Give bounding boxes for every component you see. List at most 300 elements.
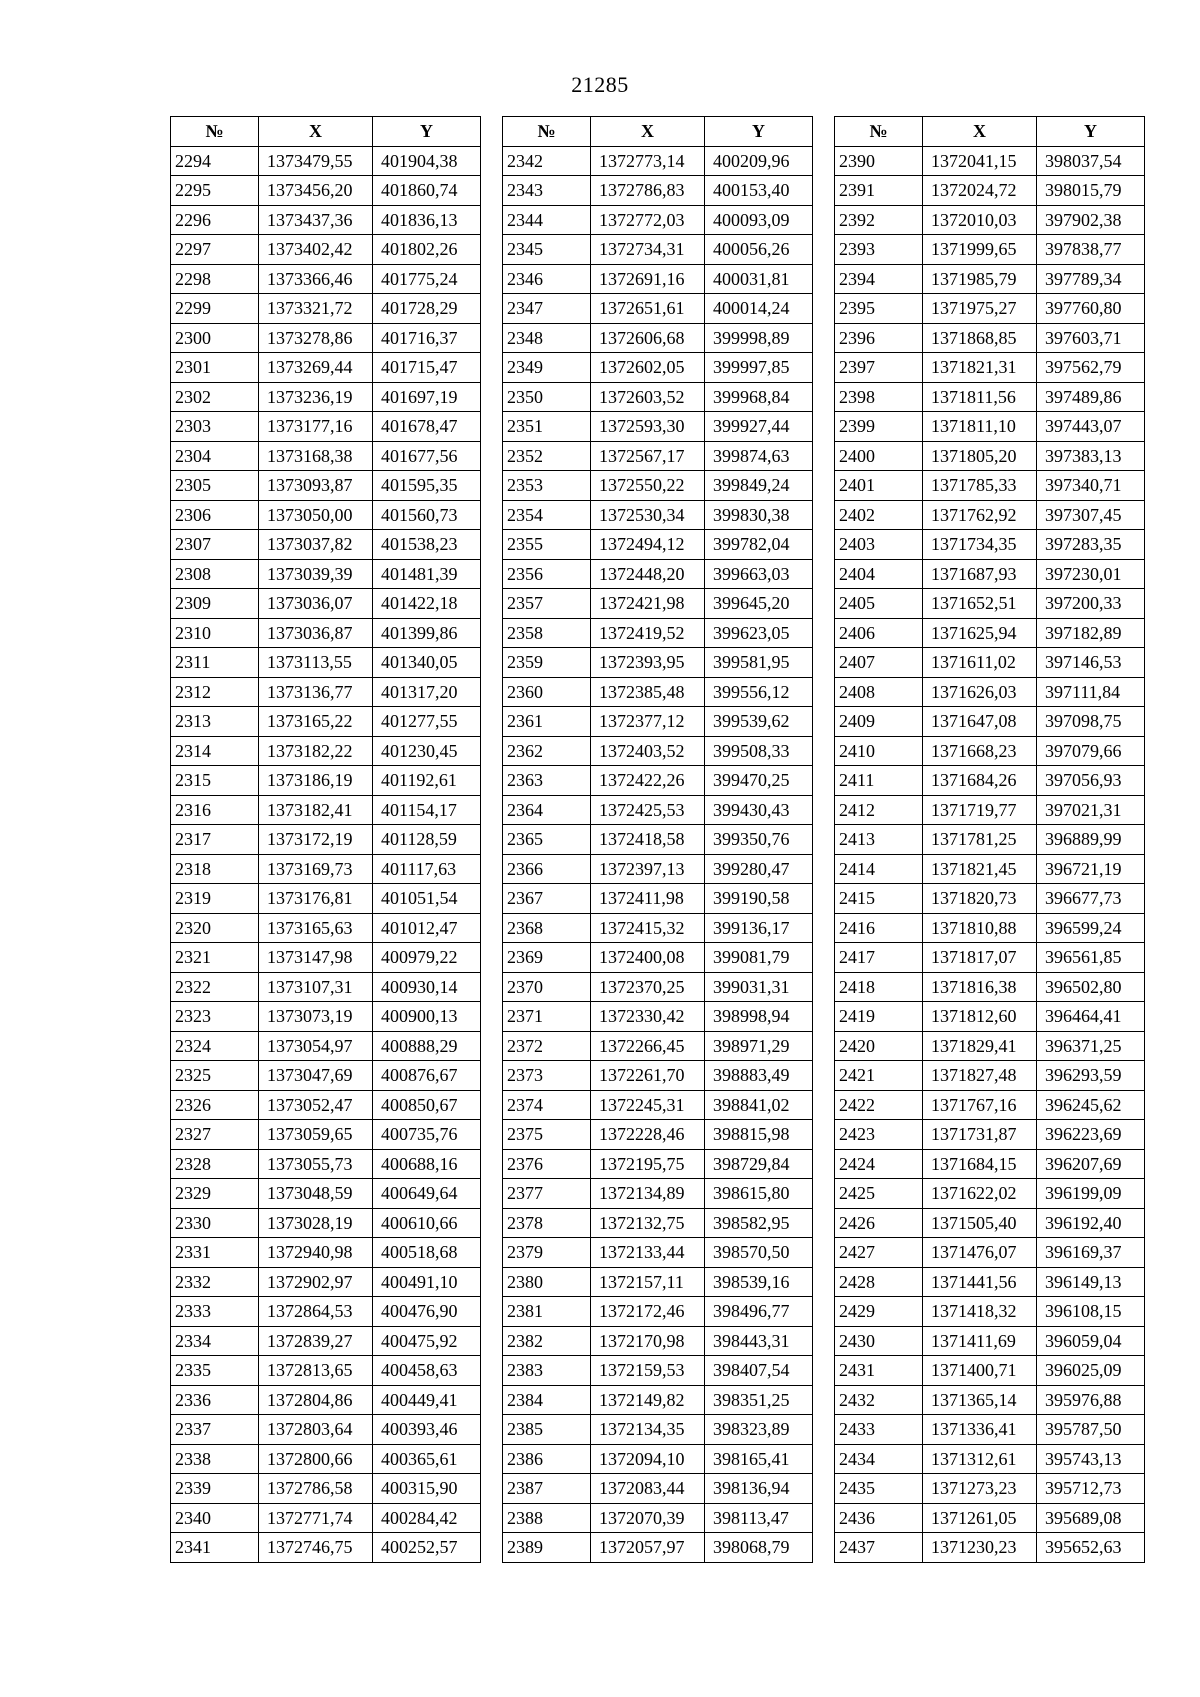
- table-row: [835, 382, 1145, 412]
- cell-number: 2355: [503, 530, 591, 560]
- cell-number: 2350: [503, 382, 591, 412]
- cell-number: 2384: [503, 1385, 591, 1415]
- cell-x: 1371820,73: [923, 884, 1037, 914]
- cell-y: 396502,80: [1037, 972, 1145, 1002]
- cell-number: 2366: [503, 854, 591, 884]
- table-row: [835, 884, 1145, 914]
- cell-x: 1372786,58: [259, 1474, 373, 1504]
- table-row: [503, 412, 813, 442]
- cell-y: 400475,92: [373, 1326, 481, 1356]
- table-row: [503, 1385, 813, 1415]
- cell-y: 400900,13: [373, 1002, 481, 1032]
- cell-number: 2323: [171, 1002, 259, 1032]
- cell-y: 398615,80: [705, 1179, 813, 1209]
- cell-y: 400284,42: [373, 1503, 481, 1533]
- cell-y: 396889,99: [1037, 825, 1145, 855]
- cell-x: 1372149,82: [591, 1385, 705, 1415]
- table-row: [503, 264, 813, 294]
- cell-number: 2326: [171, 1090, 259, 1120]
- cell-y: 401538,23: [373, 530, 481, 560]
- cell-y: 398165,41: [705, 1444, 813, 1474]
- cell-x: 1373059,65: [259, 1120, 373, 1150]
- cell-y: 397098,75: [1037, 707, 1145, 737]
- cell-y: 397838,77: [1037, 235, 1145, 265]
- cell-number: 2386: [503, 1444, 591, 1474]
- cell-number: 2411: [835, 766, 923, 796]
- table-row: [835, 1444, 1145, 1474]
- cell-x: 1373278,86: [259, 323, 373, 353]
- table-row: [835, 235, 1145, 265]
- cell-y: 397021,31: [1037, 795, 1145, 825]
- table-row: [835, 205, 1145, 235]
- cell-number: 2329: [171, 1179, 259, 1209]
- cell-y: 401117,63: [373, 854, 481, 884]
- table-row: [835, 1149, 1145, 1179]
- cell-x: 1373176,81: [259, 884, 373, 914]
- cell-y: 399136,17: [705, 913, 813, 943]
- cell-number: 2432: [835, 1385, 923, 1415]
- header-number: №: [835, 117, 923, 147]
- table-row: [503, 766, 813, 796]
- cell-x: 1371684,26: [923, 766, 1037, 796]
- table-row: [835, 1503, 1145, 1533]
- cell-number: 2315: [171, 766, 259, 796]
- cell-x: 1372800,66: [259, 1444, 373, 1474]
- coordinates-table-3: [834, 116, 1145, 1563]
- table-row: [835, 677, 1145, 707]
- cell-number: 2327: [171, 1120, 259, 1150]
- table-row: [835, 707, 1145, 737]
- table-row: [835, 294, 1145, 324]
- table-row: [503, 382, 813, 412]
- cell-y: 399849,24: [705, 471, 813, 501]
- cell-x: 1373036,87: [259, 618, 373, 648]
- cell-number: 2306: [171, 500, 259, 530]
- cell-y: 400610,66: [373, 1208, 481, 1238]
- cell-y: 396293,59: [1037, 1061, 1145, 1091]
- cell-x: 1371810,88: [923, 913, 1037, 943]
- cell-y: 396169,37: [1037, 1238, 1145, 1268]
- table-row: [503, 500, 813, 530]
- cell-y: 397902,38: [1037, 205, 1145, 235]
- cell-y: 397200,33: [1037, 589, 1145, 619]
- cell-x: 1371622,02: [923, 1179, 1037, 1209]
- cell-y: 396561,85: [1037, 943, 1145, 973]
- cell-y: 397111,84: [1037, 677, 1145, 707]
- cell-y: 399581,95: [705, 648, 813, 678]
- table-row: [503, 825, 813, 855]
- table-row: [171, 500, 481, 530]
- cell-x: 1372330,42: [591, 1002, 705, 1032]
- cell-y: 400850,67: [373, 1090, 481, 1120]
- cell-number: 2429: [835, 1297, 923, 1327]
- cell-x: 1371731,87: [923, 1120, 1037, 1150]
- cell-y: 399556,12: [705, 677, 813, 707]
- page-number: 21285: [571, 72, 629, 97]
- table-row: [835, 795, 1145, 825]
- cell-x: 1372132,75: [591, 1208, 705, 1238]
- cell-x: 1373050,00: [259, 500, 373, 530]
- cell-number: 2343: [503, 176, 591, 206]
- cell-x: 1372157,11: [591, 1267, 705, 1297]
- cell-x: 1371365,14: [923, 1385, 1037, 1415]
- cell-x: 1373172,19: [259, 825, 373, 855]
- cell-number: 2296: [171, 205, 259, 235]
- cell-y: 396245,62: [1037, 1090, 1145, 1120]
- table-row: [503, 648, 813, 678]
- table-row: [503, 1297, 813, 1327]
- cell-x: 1371687,93: [923, 559, 1037, 589]
- table-row: [835, 412, 1145, 442]
- cell-y: 401560,73: [373, 500, 481, 530]
- table-row: [503, 1208, 813, 1238]
- cell-number: 2382: [503, 1326, 591, 1356]
- cell-number: 2396: [835, 323, 923, 353]
- table-row: [171, 1090, 481, 1120]
- cell-number: 2331: [171, 1238, 259, 1268]
- table-row: [835, 1533, 1145, 1563]
- cell-x: 1371230,23: [923, 1533, 1037, 1563]
- cell-y: 396199,09: [1037, 1179, 1145, 1209]
- cell-y: 397789,34: [1037, 264, 1145, 294]
- cell-x: 1371781,25: [923, 825, 1037, 855]
- cell-number: 2312: [171, 677, 259, 707]
- cell-y: 397443,07: [1037, 412, 1145, 442]
- cell-y: 398323,89: [705, 1415, 813, 1445]
- cell-number: 2409: [835, 707, 923, 737]
- table-row: [835, 1326, 1145, 1356]
- cell-y: 398351,25: [705, 1385, 813, 1415]
- cell-y: 401230,45: [373, 736, 481, 766]
- cell-number: 2320: [171, 913, 259, 943]
- table-row: [171, 559, 481, 589]
- cell-x: 1373182,22: [259, 736, 373, 766]
- table-row: [503, 1474, 813, 1504]
- table-row: [171, 854, 481, 884]
- cell-x: 1372172,46: [591, 1297, 705, 1327]
- cell-x: 1373437,36: [259, 205, 373, 235]
- table-row: [503, 1444, 813, 1474]
- cell-number: 2426: [835, 1208, 923, 1238]
- cell-number: 2380: [503, 1267, 591, 1297]
- cell-number: 2369: [503, 943, 591, 973]
- cell-y: 398582,95: [705, 1208, 813, 1238]
- cell-number: 2387: [503, 1474, 591, 1504]
- cell-x: 1372134,35: [591, 1415, 705, 1445]
- cell-x: 1372385,48: [591, 677, 705, 707]
- cell-number: 2407: [835, 648, 923, 678]
- cell-y: 400979,22: [373, 943, 481, 973]
- cell-number: 2434: [835, 1444, 923, 1474]
- cell-number: 2417: [835, 943, 923, 973]
- cell-x: 1371827,48: [923, 1061, 1037, 1091]
- table-row: [503, 323, 813, 353]
- table-row: [835, 648, 1145, 678]
- cell-x: 1373136,77: [259, 677, 373, 707]
- header-x: X: [259, 117, 373, 147]
- cell-number: 2390: [835, 146, 923, 176]
- cell-y: 395712,73: [1037, 1474, 1145, 1504]
- cell-x: 1372377,12: [591, 707, 705, 737]
- cell-y: 399968,84: [705, 382, 813, 412]
- table-row: [835, 1090, 1145, 1120]
- cell-number: 2416: [835, 913, 923, 943]
- cell-x: 1373037,82: [259, 530, 373, 560]
- table-row: [503, 1120, 813, 1150]
- cell-number: 2421: [835, 1061, 923, 1091]
- cell-x: 1373479,55: [259, 146, 373, 176]
- table-row: [171, 264, 481, 294]
- cell-number: 2353: [503, 471, 591, 501]
- cell-number: 2405: [835, 589, 923, 619]
- table-row: [835, 1356, 1145, 1386]
- table-row: [171, 441, 481, 471]
- cell-x: 1372448,20: [591, 559, 705, 589]
- table-row: [171, 1031, 481, 1061]
- cell-number: 2318: [171, 854, 259, 884]
- table-row: [503, 471, 813, 501]
- cell-x: 1372902,97: [259, 1267, 373, 1297]
- table-row: [503, 176, 813, 206]
- cell-x: 1372024,72: [923, 176, 1037, 206]
- table-row: [171, 707, 481, 737]
- cell-y: 399081,79: [705, 943, 813, 973]
- cell-x: 1372070,39: [591, 1503, 705, 1533]
- cell-number: 2305: [171, 471, 259, 501]
- cell-x: 1373402,42: [259, 235, 373, 265]
- cell-y: 401716,37: [373, 323, 481, 353]
- cell-y: 398068,79: [705, 1533, 813, 1563]
- cell-x: 1371418,32: [923, 1297, 1037, 1327]
- cell-number: 2425: [835, 1179, 923, 1209]
- cell-y: 399280,47: [705, 854, 813, 884]
- cell-y: 399998,89: [705, 323, 813, 353]
- cell-y: 399830,38: [705, 500, 813, 530]
- table-row: [835, 736, 1145, 766]
- table-row: [171, 146, 481, 176]
- table-row: [835, 972, 1145, 1002]
- cell-number: 2402: [835, 500, 923, 530]
- cell-number: 2295: [171, 176, 259, 206]
- cell-y: 401678,47: [373, 412, 481, 442]
- table-row: [835, 589, 1145, 619]
- table-row: [171, 825, 481, 855]
- cell-number: 2395: [835, 294, 923, 324]
- cell-y: 399874,63: [705, 441, 813, 471]
- cell-number: 2354: [503, 500, 591, 530]
- cell-y: 401481,39: [373, 559, 481, 589]
- cell-x: 1373186,19: [259, 766, 373, 796]
- cell-x: 1372772,03: [591, 205, 705, 235]
- cell-number: 2319: [171, 884, 259, 914]
- cell-number: 2385: [503, 1415, 591, 1445]
- cell-y: 400014,24: [705, 294, 813, 324]
- cell-x: 1372773,14: [591, 146, 705, 176]
- cell-x: 1372057,97: [591, 1533, 705, 1563]
- table-row: [171, 648, 481, 678]
- table-row: [835, 1474, 1145, 1504]
- cell-number: 2433: [835, 1415, 923, 1445]
- cell-y: 398037,54: [1037, 146, 1145, 176]
- cell-y: 401012,47: [373, 913, 481, 943]
- cell-y: 400449,41: [373, 1385, 481, 1415]
- cell-y: 400688,16: [373, 1149, 481, 1179]
- cell-number: 2298: [171, 264, 259, 294]
- cell-x: 1371652,51: [923, 589, 1037, 619]
- table-row: [835, 1297, 1145, 1327]
- cell-y: 400093,09: [705, 205, 813, 235]
- cell-x: 1371684,15: [923, 1149, 1037, 1179]
- cell-y: 398729,84: [705, 1149, 813, 1179]
- table-row: [835, 1238, 1145, 1268]
- cell-x: 1372245,31: [591, 1090, 705, 1120]
- cell-number: 2359: [503, 648, 591, 678]
- cell-x: 1372170,98: [591, 1326, 705, 1356]
- cell-number: 2364: [503, 795, 591, 825]
- table-row: [503, 1002, 813, 1032]
- cell-y: 396149,13: [1037, 1267, 1145, 1297]
- cell-x: 1372228,46: [591, 1120, 705, 1150]
- cell-x: 1372159,53: [591, 1356, 705, 1386]
- table-row: [171, 1120, 481, 1150]
- cell-number: 2404: [835, 559, 923, 589]
- cell-number: 2368: [503, 913, 591, 943]
- cell-y: 396721,19: [1037, 854, 1145, 884]
- table-row: [171, 353, 481, 383]
- cell-y: 400888,29: [373, 1031, 481, 1061]
- header-x: X: [923, 117, 1037, 147]
- table-row: [503, 1356, 813, 1386]
- cell-x: 1373182,41: [259, 795, 373, 825]
- table-row: [171, 943, 481, 973]
- cell-y: 395787,50: [1037, 1415, 1145, 1445]
- cell-number: 2346: [503, 264, 591, 294]
- cell-y: 400491,10: [373, 1267, 481, 1297]
- cell-y: 401154,17: [373, 795, 481, 825]
- cell-number: 2339: [171, 1474, 259, 1504]
- cell-x: 1373054,97: [259, 1031, 373, 1061]
- cell-x: 1372418,58: [591, 825, 705, 855]
- cell-x: 1371611,02: [923, 648, 1037, 678]
- cell-x: 1373113,55: [259, 648, 373, 678]
- cell-number: 2377: [503, 1179, 591, 1209]
- table-row: [171, 1326, 481, 1356]
- cell-y: 401802,26: [373, 235, 481, 265]
- cell-number: 2394: [835, 264, 923, 294]
- cell-x: 1373047,69: [259, 1061, 373, 1091]
- cell-number: 2313: [171, 707, 259, 737]
- cell-number: 2301: [171, 353, 259, 383]
- cell-number: 2297: [171, 235, 259, 265]
- table-row: [171, 1002, 481, 1032]
- cell-x: 1372593,30: [591, 412, 705, 442]
- cell-x: 1371985,79: [923, 264, 1037, 294]
- cell-y: 399190,58: [705, 884, 813, 914]
- cell-number: 2347: [503, 294, 591, 324]
- cell-number: 2302: [171, 382, 259, 412]
- cell-y: 399623,05: [705, 618, 813, 648]
- table-row: [171, 471, 481, 501]
- cell-number: 2357: [503, 589, 591, 619]
- table-row: [503, 943, 813, 973]
- cell-x: 1371868,85: [923, 323, 1037, 353]
- table-row: [171, 1415, 481, 1445]
- cell-number: 2338: [171, 1444, 259, 1474]
- table-row: [171, 1238, 481, 1268]
- cell-x: 1372041,15: [923, 146, 1037, 176]
- cell-number: 2361: [503, 707, 591, 737]
- cell-x: 1372421,98: [591, 589, 705, 619]
- cell-x: 1372094,10: [591, 1444, 705, 1474]
- table-row: [835, 854, 1145, 884]
- cell-x: 1373165,22: [259, 707, 373, 737]
- table-row: [503, 353, 813, 383]
- cell-number: 2393: [835, 235, 923, 265]
- cell-number: 2420: [835, 1031, 923, 1061]
- cell-number: 2333: [171, 1297, 259, 1327]
- cell-number: 2372: [503, 1031, 591, 1061]
- cell-x: 1371767,16: [923, 1090, 1037, 1120]
- cell-y: 401192,61: [373, 766, 481, 796]
- cell-x: 1371829,41: [923, 1031, 1037, 1061]
- cell-number: 2303: [171, 412, 259, 442]
- cell-number: 2379: [503, 1238, 591, 1268]
- table-row: [171, 795, 481, 825]
- cell-number: 2325: [171, 1061, 259, 1091]
- table-row: [171, 677, 481, 707]
- table-row: [835, 1120, 1145, 1150]
- cell-number: 2321: [171, 943, 259, 973]
- cell-y: 398407,54: [705, 1356, 813, 1386]
- table-row: [503, 1326, 813, 1356]
- table-row: [835, 500, 1145, 530]
- cell-y: 399539,62: [705, 707, 813, 737]
- table-row: [503, 559, 813, 589]
- table-row: [835, 943, 1145, 973]
- coordinates-table-1: [170, 116, 481, 1563]
- cell-y: 397562,79: [1037, 353, 1145, 383]
- cell-y: 400930,14: [373, 972, 481, 1002]
- cell-y: 401836,13: [373, 205, 481, 235]
- cell-x: 1372603,52: [591, 382, 705, 412]
- cell-x: 1371336,41: [923, 1415, 1037, 1445]
- table-row: [835, 913, 1145, 943]
- table-row: [835, 441, 1145, 471]
- cell-number: 2322: [171, 972, 259, 1002]
- cell-x: 1371647,08: [923, 707, 1037, 737]
- table-row: [835, 766, 1145, 796]
- cell-number: 2351: [503, 412, 591, 442]
- cell-x: 1372734,31: [591, 235, 705, 265]
- cell-number: 2360: [503, 677, 591, 707]
- cell-y: 401860,74: [373, 176, 481, 206]
- cell-number: 2300: [171, 323, 259, 353]
- table-row: [503, 972, 813, 1002]
- cell-y: 396192,40: [1037, 1208, 1145, 1238]
- cell-y: 396108,15: [1037, 1297, 1145, 1327]
- table-row: [503, 1031, 813, 1061]
- cell-x: 1371762,92: [923, 500, 1037, 530]
- cell-number: 2356: [503, 559, 591, 589]
- table-row: [171, 205, 481, 235]
- cell-y: 395743,13: [1037, 1444, 1145, 1474]
- cell-y: 398815,98: [705, 1120, 813, 1150]
- cell-y: 399031,31: [705, 972, 813, 1002]
- cell-x: 1371999,65: [923, 235, 1037, 265]
- cell-x: 1371626,03: [923, 677, 1037, 707]
- cell-number: 2415: [835, 884, 923, 914]
- cell-y: 398113,47: [705, 1503, 813, 1533]
